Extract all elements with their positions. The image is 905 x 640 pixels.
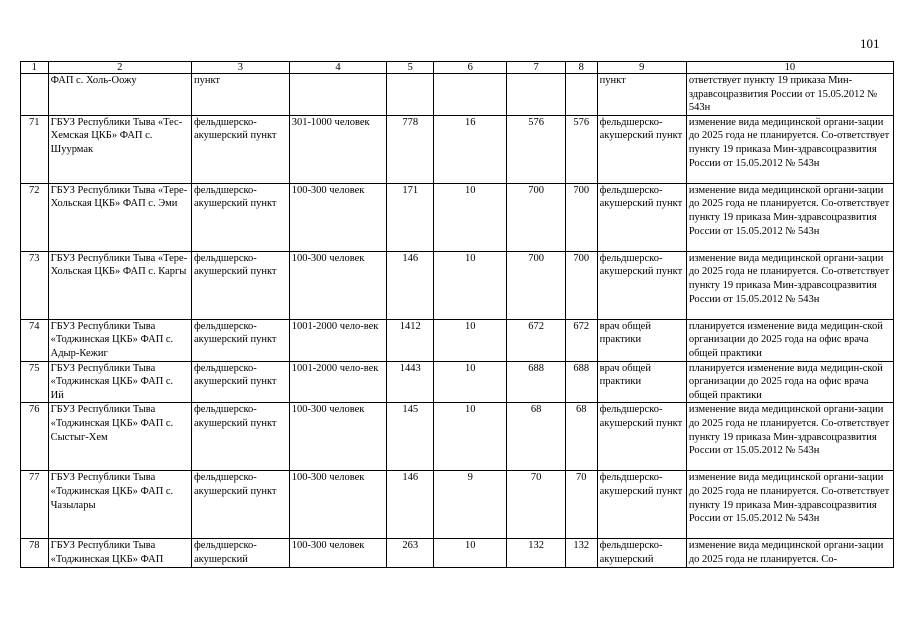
comment-cell: изменение вида медицинской органи-зации до 2025 года не планируется. Со-ответствует пункту 19 приказа Мин-здравсоцразвития России от 15.05.2012 № 543н [686, 115, 893, 183]
value-cell: 10 [434, 251, 507, 319]
row-number-cell: 78 [21, 539, 49, 567]
value-cell: 1443 [387, 361, 434, 403]
table-row [21, 361, 894, 403]
comment-cell: ответствует пункту 19 приказа Мин-здравсоцразвития России от 15.05.2012 № 543н [686, 74, 893, 116]
column-header: 3 [191, 62, 289, 74]
population-cell: 301-1000 человек [289, 115, 387, 183]
value-cell: 672 [507, 319, 565, 361]
row-number-cell: 73 [21, 251, 49, 319]
table-row [21, 319, 894, 361]
table-row [21, 539, 894, 567]
column-header: 8 [565, 62, 597, 74]
value-cell: 576 [565, 115, 597, 183]
value-cell: 700 [507, 251, 565, 319]
comment-cell: изменение вида медицинской органи-зации до 2025 года не планируется. Со- [686, 539, 893, 567]
value-cell: 778 [387, 115, 434, 183]
value-cell: 576 [507, 115, 565, 183]
facility-name-cell: ГБУЗ Республики Тыва «Тоджинская ЦКБ» ФАП [48, 539, 191, 567]
value-cell: 68 [507, 403, 565, 471]
column-header: 10 [686, 62, 893, 74]
facility-name-cell: ГБУЗ Республики Тыва «Тес-Хемская ЦКБ» ФАП с. Шуурмак [48, 115, 191, 183]
value-cell: 9 [434, 471, 507, 539]
value-cell: 700 [565, 183, 597, 251]
planned-type-cell: фельдшерско-акушерский пункт [597, 251, 686, 319]
value-cell: 10 [434, 319, 507, 361]
facility-type-cell: фельдшерско-акушерский пункт [191, 403, 289, 471]
value-cell: 700 [507, 183, 565, 251]
population-cell: 100-300 человек [289, 403, 387, 471]
column-header: 5 [387, 62, 434, 74]
population-cell: 1001-2000 чело-век [289, 319, 387, 361]
column-number-row [21, 62, 894, 74]
population-cell: 100-300 человек [289, 539, 387, 567]
value-cell [434, 74, 507, 116]
value-cell: 145 [387, 403, 434, 471]
population-cell: 100-300 человек [289, 251, 387, 319]
planned-type-cell: врач общей практики [597, 361, 686, 403]
value-cell: 1412 [387, 319, 434, 361]
facility-name-cell: ГБУЗ Республики Тыва «Тере-Хольская ЦКБ» ФАП с. Эми [48, 183, 191, 251]
planned-type-cell: фельдшерско-акушерский пункт [597, 183, 686, 251]
value-cell: 70 [507, 471, 565, 539]
column-header: 7 [507, 62, 565, 74]
table-row [21, 471, 894, 539]
facility-type-cell: пункт [191, 74, 289, 116]
planned-type-cell: фельдшерско-акушерский пункт [597, 471, 686, 539]
table-row [21, 115, 894, 183]
value-cell: 70 [565, 471, 597, 539]
value-cell: 16 [434, 115, 507, 183]
row-number-cell: 77 [21, 471, 49, 539]
facility-name-cell: ФАП с. Холь-Оожу [48, 74, 191, 116]
table-row [21, 251, 894, 319]
value-cell [565, 74, 597, 116]
value-cell: 146 [387, 251, 434, 319]
population-cell: 100-300 человек [289, 183, 387, 251]
population-cell [289, 74, 387, 116]
facility-type-cell: фельдшерско-акушерский пункт [191, 361, 289, 403]
page-number: 101 [860, 36, 880, 51]
value-cell: 10 [434, 539, 507, 567]
comment-cell: планируется изменение вида медицин-ской организации до 2025 года на офис врача общей практики [686, 361, 893, 403]
value-cell: 263 [387, 539, 434, 567]
comment-cell: изменение вида медицинской органи-зации до 2025 года не планируется. Со-ответствует пункту 19 приказа Мин-здравсоцразвития России от 15.05.2012 № 543н [686, 471, 893, 539]
planned-type-cell: фельдшерско-акушерский пункт [597, 403, 686, 471]
planned-type-cell: фельдшерско-акушерский [597, 539, 686, 567]
row-number-cell [21, 74, 49, 116]
planned-type-cell: врач общей практики [597, 319, 686, 361]
table-row [21, 74, 894, 116]
row-number-cell: 71 [21, 115, 49, 183]
value-cell: 132 [507, 539, 565, 567]
value-cell: 68 [565, 403, 597, 471]
value-cell: 672 [565, 319, 597, 361]
value-cell [507, 74, 565, 116]
facility-name-cell: ГБУЗ Республики Тыва «Тоджинская ЦКБ» ФАП с. Чазылары [48, 471, 191, 539]
facility-type-cell: фельдшерско-акушерский пункт [191, 471, 289, 539]
facility-type-cell: фельдшерско-акушерский пункт [191, 251, 289, 319]
value-cell: 171 [387, 183, 434, 251]
value-cell [387, 74, 434, 116]
facilities-table [20, 61, 894, 568]
planned-type-cell: фельдшерско-акушерский пункт [597, 115, 686, 183]
value-cell: 146 [387, 471, 434, 539]
comment-cell: планируется изменение вида медицин-ской организации до 2025 года на офис врача общей практики [686, 319, 893, 361]
row-number-cell: 72 [21, 183, 49, 251]
facility-type-cell: фельдшерско-акушерский пункт [191, 115, 289, 183]
facility-name-cell: ГБУЗ Республики Тыва «Тоджинская ЦКБ» ФАП с. Ий [48, 361, 191, 403]
column-header: 2 [48, 62, 191, 74]
planned-type-cell: пункт [597, 74, 686, 116]
facility-name-cell: ГБУЗ Республики Тыва «Тоджинская ЦКБ» ФАП с. Сыстыг-Хем [48, 403, 191, 471]
facility-name-cell: ГБУЗ Республики Тыва «Тоджинская ЦКБ» ФАП с. Адыр-Кежиг [48, 319, 191, 361]
facility-type-cell: фельдшерско-акушерский [191, 539, 289, 567]
column-header: 6 [434, 62, 507, 74]
value-cell: 10 [434, 361, 507, 403]
facility-name-cell: ГБУЗ Республики Тыва «Тере-Хольская ЦКБ» ФАП с. Каргы [48, 251, 191, 319]
row-number-cell: 76 [21, 403, 49, 471]
column-header: 9 [597, 62, 686, 74]
column-header: 1 [21, 62, 49, 74]
table-row [21, 403, 894, 471]
population-cell: 100-300 человек [289, 471, 387, 539]
value-cell: 700 [565, 251, 597, 319]
value-cell: 688 [507, 361, 565, 403]
value-cell: 132 [565, 539, 597, 567]
value-cell: 688 [565, 361, 597, 403]
comment-cell: изменение вида медицинской органи-зации до 2025 года не планируется. Со-ответствует пункту 19 приказа Мин-здравсоцразвития России от 15.05.2012 № 543н [686, 251, 893, 319]
comment-cell: изменение вида медицинской органи-зации до 2025 года не планируется. Со-ответствует пункту 19 приказа Мин-здравсоцразвития России от 15.05.2012 № 543н [686, 403, 893, 471]
row-number-cell: 74 [21, 319, 49, 361]
table-row [21, 183, 894, 251]
comment-cell: изменение вида медицинской органи-зации до 2025 года не планируется. Со-ответствует пункту 19 приказа Мин-здравсоцразвития России от 15.05.2012 № 543н [686, 183, 893, 251]
facility-type-cell: фельдшерско-акушерский пункт [191, 319, 289, 361]
value-cell: 10 [434, 183, 507, 251]
facility-type-cell: фельдшерско-акушерский пункт [191, 183, 289, 251]
row-number-cell: 75 [21, 361, 49, 403]
population-cell: 1001-2000 чело-век [289, 361, 387, 403]
column-header: 4 [289, 62, 387, 74]
value-cell: 10 [434, 403, 507, 471]
